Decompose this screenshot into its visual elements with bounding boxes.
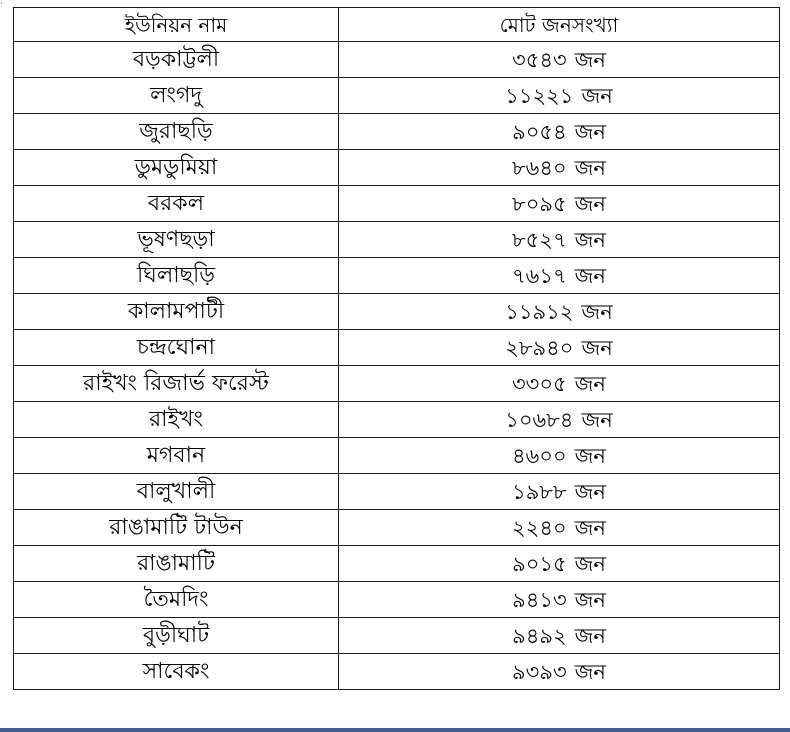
bottom-border-bar	[0, 728, 790, 732]
table-row	[14, 366, 780, 402]
population-cell	[339, 654, 780, 690]
table-header-row	[14, 8, 780, 42]
population-value: ৩৫৪৩	[512, 47, 567, 72]
population-unit: জন	[574, 659, 606, 684]
union-name-cell: কালামপাটী	[14, 294, 339, 330]
union-name-cell: ভূষণছড়া	[14, 222, 339, 258]
population-cell	[339, 618, 780, 654]
population-value: ১১২২১	[505, 83, 574, 108]
union-name-cell: ডুমডুমিয়া	[14, 150, 339, 186]
population-cell	[339, 186, 780, 222]
population-unit: জন	[581, 407, 613, 432]
union-name-cell: চন্দ্রঘোনা	[14, 330, 339, 366]
population-value: ৪৬০০	[512, 443, 567, 468]
table-row	[14, 618, 780, 654]
corner-mark: ·	[0, 0, 3, 8]
table-row	[14, 78, 780, 114]
population-unit: জন	[574, 623, 606, 648]
population-cell	[339, 78, 780, 114]
table-row	[14, 654, 780, 690]
population-unit: জন	[574, 119, 606, 144]
table-row	[14, 114, 780, 150]
population-unit: জন	[574, 587, 606, 612]
population-unit: জন	[574, 47, 606, 72]
population-table	[13, 7, 780, 690]
table-row	[14, 402, 780, 438]
table-row	[14, 258, 780, 294]
population-value: ৭৬১৭	[512, 263, 567, 288]
population-unit: জন	[574, 443, 606, 468]
population-cell	[339, 402, 780, 438]
union-name-cell: বরকল	[14, 186, 339, 222]
population-value: ১১৯১২	[505, 299, 574, 324]
population-unit: জন	[574, 551, 606, 576]
population-unit: জন	[574, 227, 606, 252]
population-unit: জন	[574, 479, 606, 504]
population-value: ২২৪০	[512, 515, 567, 540]
population-cell	[339, 438, 780, 474]
population-cell	[339, 546, 780, 582]
population-value: ১০৬৮৪	[505, 407, 574, 432]
table-row	[14, 438, 780, 474]
union-name-cell: বুড়ীঘাট	[14, 618, 339, 654]
population-value: ১৯৮৮	[512, 479, 567, 504]
union-name-cell: তৈমদিং	[14, 582, 339, 618]
union-name-cell: মগবান	[14, 438, 339, 474]
population-value: ৮০৯৫	[512, 191, 567, 216]
population-value: ৯০১৫	[512, 551, 567, 576]
table-row	[14, 42, 780, 78]
population-value: ৯৩৯৩	[512, 659, 567, 684]
union-name-cell: ঘিলাছড়ি	[14, 258, 339, 294]
table-row	[14, 186, 780, 222]
table-row	[14, 546, 780, 582]
header-union-name: ইউনিয়ন নাম	[14, 8, 339, 42]
union-name-cell: রাইখং	[14, 402, 339, 438]
table-row	[14, 150, 780, 186]
population-value: ৩৩০৫	[512, 371, 567, 396]
population-cell	[339, 150, 780, 186]
union-name-cell: লংগদু	[14, 78, 339, 114]
table-row	[14, 294, 780, 330]
union-name-cell: রাঙামাটি টাউন	[14, 510, 339, 546]
header-total-population: মোট জনসংখ্যা	[339, 8, 780, 42]
table-row	[14, 474, 780, 510]
table-row	[14, 510, 780, 546]
table-row	[14, 582, 780, 618]
population-cell	[339, 582, 780, 618]
population-unit: জন	[574, 155, 606, 180]
population-cell	[339, 42, 780, 78]
population-cell	[339, 366, 780, 402]
union-name-cell: সাবেকং	[14, 654, 339, 690]
population-unit: জন	[581, 299, 613, 324]
population-cell	[339, 258, 780, 294]
population-unit: জন	[574, 515, 606, 540]
table-row	[14, 330, 780, 366]
population-cell	[339, 330, 780, 366]
population-cell	[339, 114, 780, 150]
population-cell	[339, 474, 780, 510]
population-value: ৮৬৪০	[512, 155, 567, 180]
population-value: ২৮৯৪০	[505, 335, 574, 360]
population-cell	[339, 294, 780, 330]
population-unit: জন	[574, 191, 606, 216]
population-value: ৯৪১৩	[512, 587, 567, 612]
union-name-cell: রাইখং রিজার্ভ ফরেস্ট	[14, 366, 339, 402]
population-unit: জন	[574, 263, 606, 288]
union-name-cell: জুরাছড়ি	[14, 114, 339, 150]
table-row	[14, 222, 780, 258]
union-name-cell: বালুখালী	[14, 474, 339, 510]
population-value: ৮৫২৭	[512, 227, 567, 252]
population-cell	[339, 222, 780, 258]
union-name-cell: বড়কাট্টলী	[14, 42, 339, 78]
population-value: ৯০৫৪	[512, 119, 567, 144]
population-unit: জন	[581, 83, 613, 108]
population-value: ৯৪৯২	[512, 623, 567, 648]
table-body	[14, 42, 780, 690]
population-cell	[339, 510, 780, 546]
union-name-cell: রাঙামাটি	[14, 546, 339, 582]
population-unit: জন	[574, 371, 606, 396]
population-unit: জন	[581, 335, 613, 360]
